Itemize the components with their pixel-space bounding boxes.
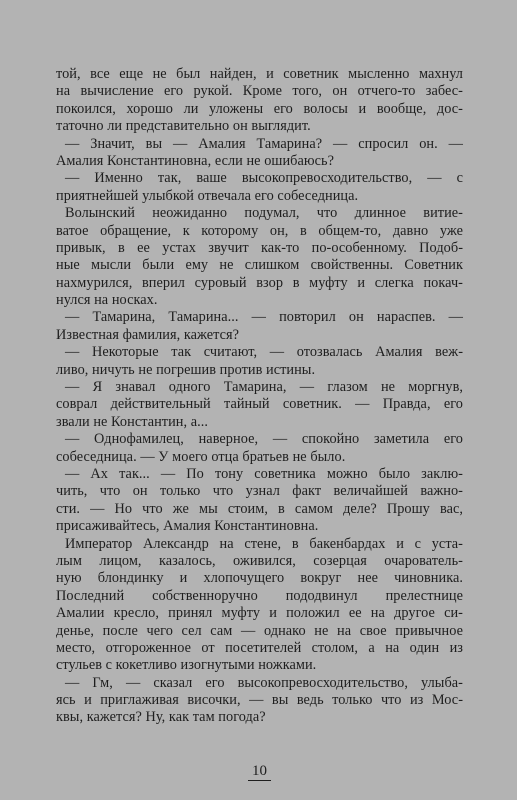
text-line: Амалия Константиновна, если не ошибаюсь?: [56, 152, 334, 169]
text-line: Волынский неожиданно подумал, что длинное витие-: [65, 205, 463, 222]
text-line: ясь и приглаживая височки, — вы ведь только что из Мос-: [56, 692, 463, 709]
text-line: Император Александр на стене, в бакенбардах и с уста-: [65, 535, 463, 552]
text-line: — Именно так, ваше высокопревосходительство, — с: [65, 170, 463, 187]
text-line: ные мысли были ему не слишком свойственны. Советник: [56, 257, 463, 274]
text-line: — Ах так... — По тону советника можно было заклю-: [65, 465, 463, 482]
text-line: присаживайтесь, Амалия Константиновна.: [56, 518, 319, 535]
text-line: покоился, хорошо ли уложены его волосы и вообще, дос-: [56, 100, 463, 117]
text-line: — Однофамилец, наверное, — спокойно заметила его: [65, 431, 463, 448]
book-page-text: [56, 66, 463, 727]
text-line: нулся на носках.: [56, 292, 158, 309]
page-number: 10: [248, 762, 271, 781]
text-line: ную блондинку и хлопочущего вокруг нее чиновника.: [56, 570, 463, 587]
text-line: лым лицом, казалось, оживился, созерцая очарователь-: [56, 552, 463, 569]
text-line: таточно ли представительно он выглядит.: [56, 118, 311, 135]
text-line: место, отгороженное от посетителей столом, а на один из: [56, 639, 463, 656]
text-line: — Значит, вы — Амалия Тамарина? — спросил он. —: [65, 135, 463, 152]
text-line: стульев с кокетливо изогнутыми ножками.: [56, 657, 317, 674]
text-line: — Гм, — сказал его высокопревосходительство, улыба-: [65, 674, 463, 691]
text-line: той, все еще не был найден, и советник мысленно махнул: [56, 66, 463, 82]
text-line: квы, кажется? Ну, как там погода?: [56, 709, 266, 726]
text-line: чить, что он только что узнал факт величайшей важно-: [56, 483, 463, 500]
text-line: Известная фамилия, кажется?: [56, 326, 240, 343]
text-line: Последний собственноручно пододвинул прелестнице: [56, 587, 463, 604]
text-line: — Тамарина, Тамарина... — повторил он нараспев. —: [65, 309, 463, 326]
text-line: — Я знавал одного Тамарина, — глазом не моргнув,: [65, 379, 463, 396]
text-line: собеседница. — У моего отца братьев не было.: [56, 448, 346, 465]
text-line: Амалии кресло, принял муфту и положил ее на другое си-: [56, 605, 463, 622]
text-line: звали не Константин, а...: [56, 413, 209, 430]
text-line: привык, в ее устах звучит как-то по-особенному. Подоб-: [56, 239, 463, 256]
text-line: на вычисление его рукой. Кроме того, он отчего-то забес-: [56, 83, 463, 100]
text-line: нахмурился, вперил суровый взор в муфту и слегка покач-: [56, 274, 463, 291]
text-line: денье, после чего сел сам — однако не на свое привычное: [56, 622, 463, 639]
text-line: ливо, ничуть не погрешив против истины.: [56, 361, 316, 378]
text-line: ватое обращение, к которому он, в общем-то, давно уже: [56, 222, 463, 239]
page-number-container: [0, 762, 517, 781]
text-line: сти. — Но что же мы стоим, в самом деле? Прошу вас,: [56, 500, 463, 517]
text-line: соврал действительный тайный советник. — Правда, его: [56, 396, 463, 413]
text-line: — Некоторые так считают, — отозвалась Амалия веж-: [65, 344, 463, 361]
text-line: приятнейшей улыбкой отвечала его собеседница.: [56, 187, 359, 204]
